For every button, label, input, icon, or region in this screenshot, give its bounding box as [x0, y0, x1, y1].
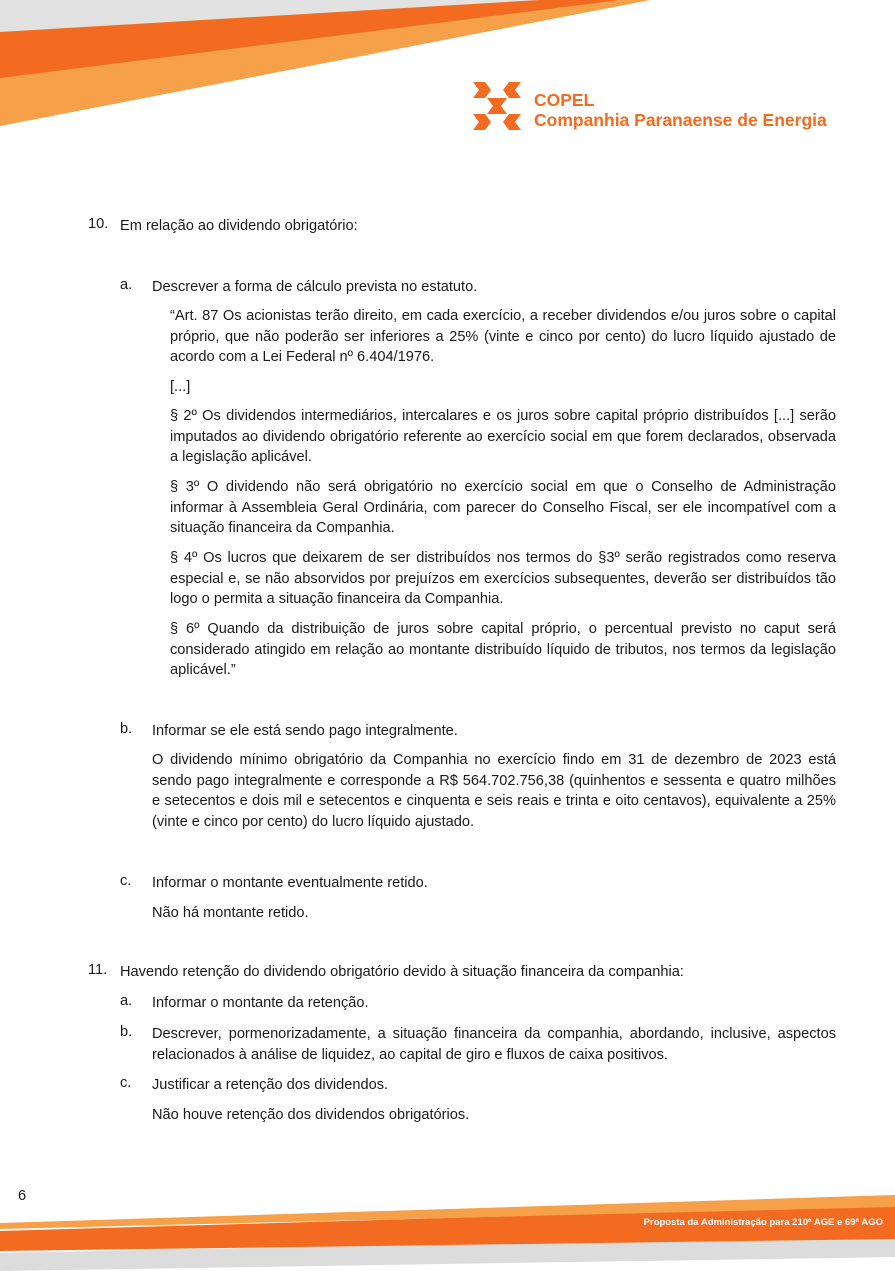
q10c-answer: Não há montante retido.	[152, 905, 309, 921]
q10a-letter: a.	[120, 277, 133, 293]
q10c-label: Informar o montante eventualmente retido.	[152, 875, 428, 891]
q10b-label: Informar se ele está sendo pago integralmente.	[152, 723, 458, 739]
q11c-label: Justificar a retenção dos dividendos.	[152, 1077, 389, 1093]
q11c-letter: c.	[120, 1075, 132, 1091]
footer-swoosh-decoration	[0, 1195, 895, 1271]
paragraph-4: § 4º Os lucros que deixarem de ser distribuídos nos termos do §3º serão registrados como reserva especial e, se não absorvidos por prejuízos em exercícios subsequentes, deverão ser distribuídos tão logo o permita a situação financeira da Companhia.	[170, 550, 836, 608]
paragraph-3: § 3º O dividendo não será obrigatório no exercício social em que o Conselho de Administração informar à Assembleia Geral Ordinária, com parecer do Conselho Fiscal, ser ele incompatível com a situação financeira da Companhia.	[170, 479, 836, 537]
brand-name	[534, 90, 827, 130]
q10-number: 10.	[88, 216, 109, 232]
q10c-letter: c.	[120, 873, 132, 889]
q11-number: 11.	[88, 962, 108, 978]
q11a-label: Informar o montante da retenção.	[152, 995, 369, 1011]
q11b-label: Descrever, pormenorizadamente, a situação financeira da companhia, abordando, inclusive, aspectos relacionados à análise de liquidez, ao capital de giro e fluxos de caixa positivos.	[152, 1026, 836, 1063]
brand-line-2: Companhia Paranaense de Energia	[534, 110, 827, 130]
q11c-answer: Não houve retenção dos dividendos obrigatórios.	[152, 1107, 470, 1123]
q10-title: Em relação ao dividendo obrigatório:	[120, 218, 358, 234]
brand-line-1: COPEL	[534, 90, 595, 110]
ellipsis-paragraph: [...]	[170, 379, 191, 395]
article-87-paragraph: “Art. 87 Os acionistas terão direito, em cada exercício, a receber dividendos e/ou juros sobre o capital próprio, que não poderão ser inferiores a 25% (vinte e cinco por cento) do lucro líquido ajustado de acordo com a Lei Federal nº 6.404/1976.	[170, 308, 836, 366]
q10a-label: Descrever a forma de cálculo prevista no estatuto.	[152, 279, 478, 295]
page-number: 6	[18, 1188, 27, 1204]
copel-logo-icon	[471, 82, 523, 130]
q10b-letter: b.	[120, 721, 133, 737]
paragraph-6: § 6º Quando da distribuição de juros sobre capital próprio, o percentual previsto no caput será considerado atingido em relação ao montante distribuído líquido de tributos, nos termos da legislação aplicável.”	[170, 621, 836, 679]
paragraph-2: § 2º Os dividendos intermediários, intercalares e os juros sobre capital próprio distribuídos [...] serão imputados ao dividendo obrigatório referente ao exercício social em que forem declarados, observada a legislação aplicável.	[170, 408, 836, 466]
q10b-answer: O dividendo mínimo obrigatório da Companhia no exercício findo em 31 de dezembro de 2023 está sendo pago integralmente e corresponde a R$ 564.702.756,38 (quinhentos e sessenta e quatro milhões e setecentos e dois mil e setecentos e cinquenta e seis reais e trinta e oito centavos), equivalente a 25% (vinte e cinco por cento) do lucro líquido ajustado.	[152, 752, 836, 830]
q11-title: Havendo retenção do dividendo obrigatório devido à situação financeira da companhia:	[120, 964, 684, 980]
footer-caption: Proposta da Administração para 210ª AGE e 69ª AGO	[643, 1217, 883, 1228]
q11a-letter: a.	[120, 993, 133, 1009]
q11b-letter: b.	[120, 1024, 133, 1040]
